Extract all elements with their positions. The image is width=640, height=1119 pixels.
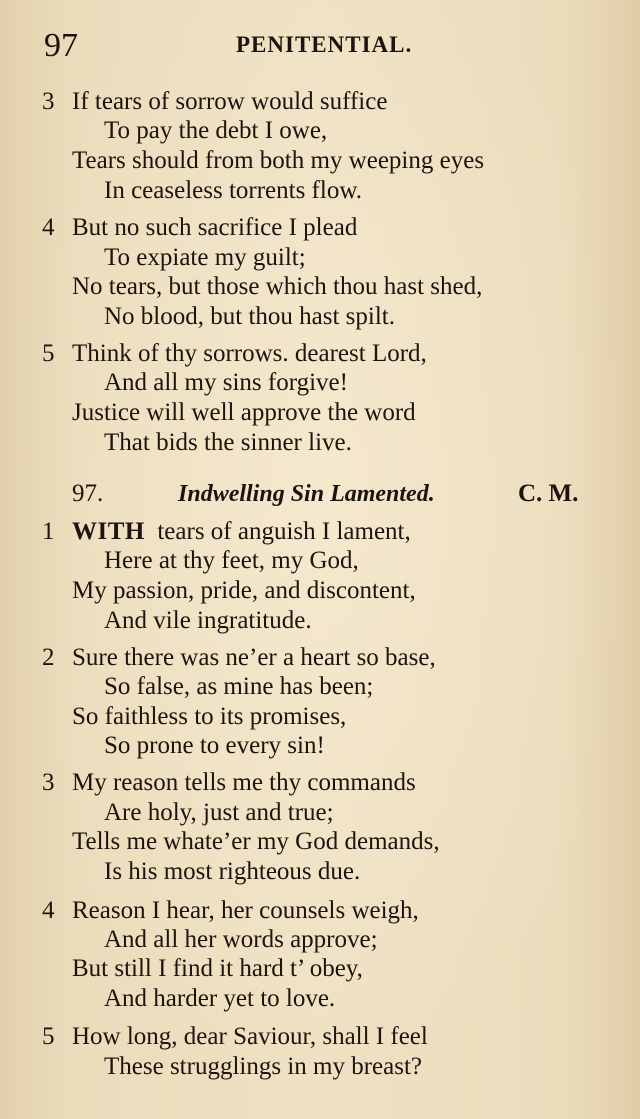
verse-line: [72, 517, 411, 547]
verse-line: And vile ingratitude.: [104, 607, 312, 634]
verse-line: Sure there was ne’er a heart so base,: [72, 644, 436, 671]
stanza-number: 3: [42, 88, 55, 115]
verse-line: But no such sacrifice I plead: [72, 214, 358, 241]
page-number: 97: [44, 27, 78, 64]
verse-line: And all her words approve;: [104, 926, 378, 953]
verse-line: In ceaseless torrents flow.: [104, 177, 363, 204]
opening-word: WITH: [72, 518, 145, 545]
verse-line: My reason tells me thy commands: [72, 769, 416, 796]
verse-line: Is his most righteous due.: [104, 858, 361, 885]
verse-line: To expiate my guilt;: [104, 244, 306, 271]
hymn-heading: [72, 479, 600, 511]
verse-line: To pay the debt I owe,: [104, 117, 328, 144]
stanza-number: 3: [42, 769, 55, 796]
verse-line: Are holy, just and true;: [104, 799, 334, 826]
verse-line: And all my sins forgive!: [104, 369, 348, 396]
verse-line: If tears of sorrow would suffice: [72, 88, 388, 115]
stanza-number: 1: [42, 518, 55, 545]
verse-line: That bids the sinner live.: [104, 429, 352, 456]
verse-line: Think of thy sorrows. dearest Lord,: [72, 340, 427, 367]
stanza-number: 2: [42, 644, 55, 671]
stanza-number: 5: [42, 1023, 55, 1050]
verse-line: These strugglings in my breast?: [104, 1053, 422, 1080]
verse-line: Tells me whate’er my God demands,: [72, 828, 440, 855]
verse-line: And harder yet to love.: [104, 985, 336, 1012]
verse-line: Tears should from both my weeping eyes: [72, 147, 485, 174]
hymn-title: Indwelling Sin Lamented.: [178, 481, 435, 507]
page-header: [44, 22, 596, 72]
stanza-number: 5: [42, 340, 55, 367]
verse-line: But still I find it hard t’ obey,: [72, 955, 363, 982]
verse-line: So faithless to its promises,: [72, 703, 347, 730]
verse-line: Reason I hear, her counsels weigh,: [72, 897, 419, 924]
verse-line: So prone to every sin!: [104, 732, 325, 759]
verse-line: Justice will well approve the word: [72, 399, 416, 426]
verse-line: How long, dear Saviour, shall I feel: [72, 1023, 428, 1050]
verse-line: No tears, but those which thou hast shed,: [72, 273, 483, 300]
stanza-number: 4: [42, 214, 55, 241]
verse-line: My passion, pride, and discontent,: [72, 577, 416, 604]
verse-line: So false, as mine has been;: [104, 673, 374, 700]
verse-line: Here at thy feet, my God,: [104, 547, 359, 574]
hymn-number: 97.: [72, 480, 104, 507]
verse-line: No blood, but thou hast spilt.: [104, 303, 395, 330]
stanza-number: 4: [42, 897, 55, 924]
running-head: PENITENTIAL.: [236, 32, 413, 57]
hymn-meter: C. M.: [518, 480, 579, 507]
verse-line-text: tears of anguish I lament,: [157, 518, 411, 545]
